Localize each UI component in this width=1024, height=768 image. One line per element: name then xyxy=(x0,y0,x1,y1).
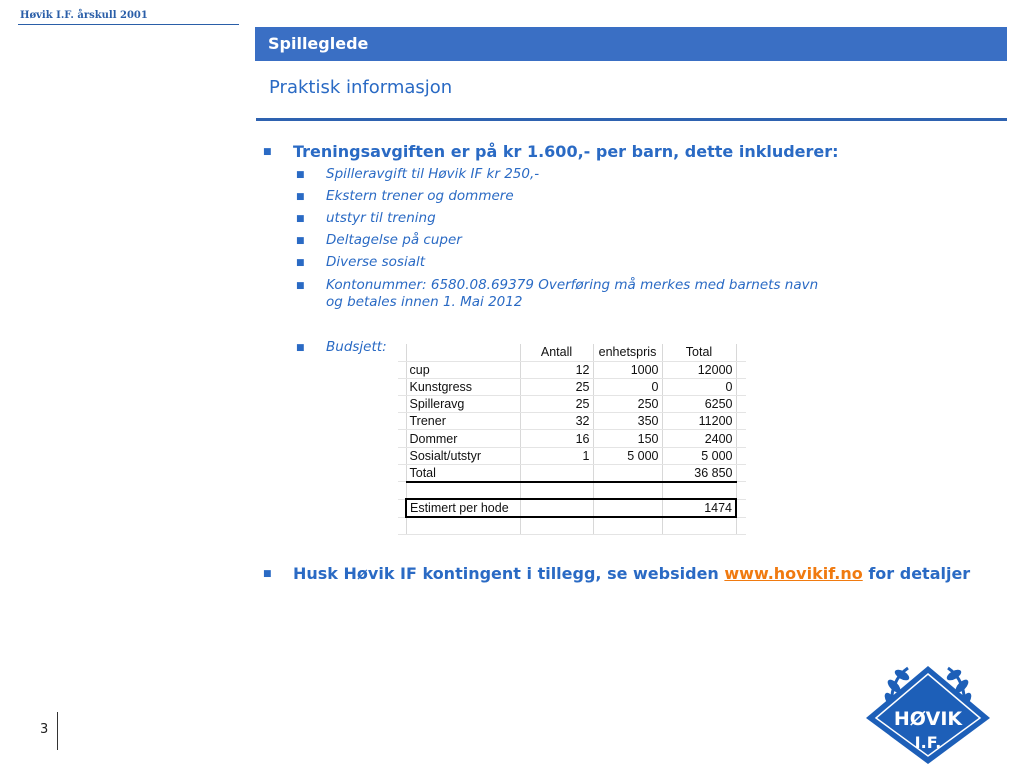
reminder-text xyxy=(293,563,983,584)
budget-label: Budsjett: xyxy=(326,339,387,355)
account-info xyxy=(326,277,818,311)
bullet-icon: ■ xyxy=(263,147,272,157)
unit-price-cell: 0 xyxy=(593,378,662,395)
item-cell: Sosialt/utstyr xyxy=(406,447,520,464)
table-row xyxy=(398,378,746,395)
header-cell xyxy=(406,344,520,361)
total-cell: 11200 xyxy=(662,413,736,430)
estimate-row xyxy=(398,499,746,517)
bullet-icon: ■ xyxy=(296,281,305,291)
fee-item: utstyr til trening xyxy=(326,210,436,226)
header-cell: Antall xyxy=(520,344,593,361)
bullet-icon: ■ xyxy=(296,214,305,224)
slide-subtitle: Praktisk informasjon xyxy=(269,77,453,98)
quantity-cell: 16 xyxy=(520,430,593,447)
total-row xyxy=(398,464,746,482)
logo-text-top: HØVIK xyxy=(893,708,963,730)
table-row xyxy=(398,430,746,447)
reminder-text-end: for detaljer xyxy=(862,564,971,583)
item-cell: cup xyxy=(406,361,520,378)
slide-banner xyxy=(255,27,1007,61)
fee-item: Diverse sosialt xyxy=(326,254,426,270)
unit-price-cell: 350 xyxy=(593,413,662,430)
header-divider xyxy=(18,24,239,25)
reminder-text-start: Husk Høvik IF kontingent i tillegg, se websiden xyxy=(293,564,725,583)
total-value: 36 850 xyxy=(662,464,736,482)
logo-text-bottom: I.F. xyxy=(914,733,942,752)
page-number: 3 xyxy=(40,722,49,737)
bullet-icon: ■ xyxy=(296,236,305,246)
unit-price-cell: 250 xyxy=(593,396,662,413)
item-cell: Spilleravg xyxy=(406,396,520,413)
total-cell: 2400 xyxy=(662,430,736,447)
quantity-cell: 32 xyxy=(520,413,593,430)
bullet-icon: ■ xyxy=(296,343,305,353)
unit-price-cell: 150 xyxy=(593,430,662,447)
item-cell: Kunstgress xyxy=(406,378,520,395)
total-cell: 5 000 xyxy=(662,447,736,464)
page-number-divider xyxy=(57,712,58,750)
website-link[interactable]: www.hovikif.no xyxy=(724,564,863,583)
table-header-row xyxy=(398,344,746,361)
fee-heading: Treningsavgiften er på kr 1.600,- per barn, dette inkluderer: xyxy=(293,142,839,161)
estimate-value: 1474 xyxy=(662,499,736,517)
total-cell: 6250 xyxy=(662,396,736,413)
quantity-cell: 1 xyxy=(520,447,593,464)
organization-label: Høvik I.F. årskull 2001 xyxy=(20,10,148,21)
club-logo-icon xyxy=(862,660,994,765)
spacer-row xyxy=(398,482,746,499)
spacer-row xyxy=(398,517,746,534)
header-cell: Total xyxy=(662,344,736,361)
table-row xyxy=(398,447,746,464)
account-deadline: og betales innen 1. Mai 2012 xyxy=(326,294,523,310)
fee-item: Ekstern trener og dommere xyxy=(326,188,514,204)
bullet-icon: ■ xyxy=(296,258,305,268)
bullet-icon: ■ xyxy=(296,192,305,202)
budget-table xyxy=(398,344,746,535)
item-cell: Trener xyxy=(406,413,520,430)
quantity-cell: 12 xyxy=(520,361,593,378)
total-label: Total xyxy=(406,464,520,482)
quantity-cell: 25 xyxy=(520,396,593,413)
account-line: Kontonummer: 6580.08.69379 Overføring må merkes med barnets navn xyxy=(326,277,819,293)
table-row xyxy=(398,396,746,413)
bullet-icon: ■ xyxy=(296,170,305,180)
bullet-icon: ■ xyxy=(263,569,272,579)
header-cell: enhetspris xyxy=(593,344,662,361)
total-cell: 12000 xyxy=(662,361,736,378)
estimate-label: Estimert per hode xyxy=(406,499,520,517)
fee-item: Spilleravgift til Høvik IF kr 250,- xyxy=(326,166,540,182)
unit-price-cell: 5 000 xyxy=(593,447,662,464)
unit-price-cell: 1000 xyxy=(593,361,662,378)
table-row xyxy=(398,361,746,378)
fee-item: Deltagelse på cuper xyxy=(326,232,462,248)
quantity-cell: 25 xyxy=(520,378,593,395)
item-cell: Dommer xyxy=(406,430,520,447)
banner-title: Spilleglede xyxy=(268,34,369,53)
subtitle-divider xyxy=(256,118,1007,121)
total-cell: 0 xyxy=(662,378,736,395)
table-row xyxy=(398,413,746,430)
